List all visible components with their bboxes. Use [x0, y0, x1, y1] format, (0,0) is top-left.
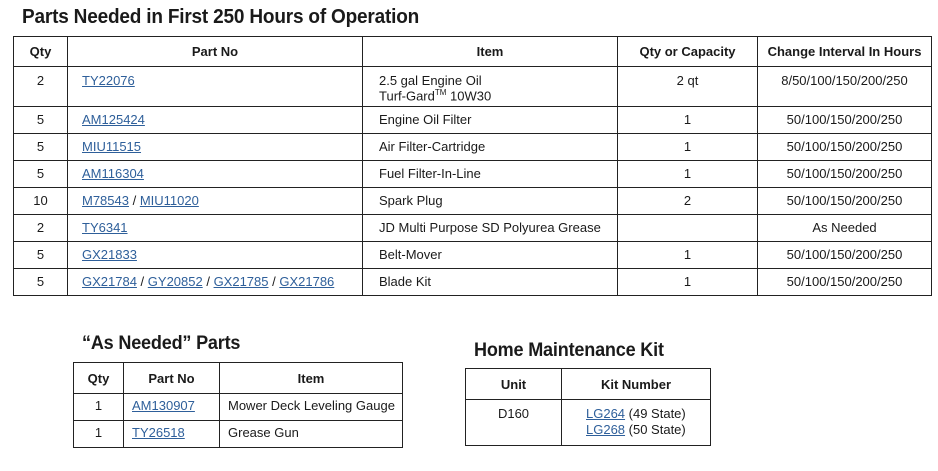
part-separator: / [268, 274, 280, 289]
table-row [14, 242, 932, 269]
row-part-no [68, 188, 363, 215]
page-title: Parts Needed in First 250 Hours of Operation [22, 6, 420, 28]
part-link[interactable]: TY6341 [82, 220, 128, 235]
row-item: Grease Gun [220, 421, 403, 448]
kit-line [586, 406, 704, 422]
row-interval: 50/100/150/200/250 [758, 269, 932, 296]
row-item [363, 67, 618, 107]
kit-line [586, 422, 704, 438]
row-interval: As Needed [758, 215, 932, 242]
part-link[interactable]: AM130907 [132, 398, 195, 413]
row-qty: 1 [74, 421, 124, 448]
row-qty: 2 [14, 67, 68, 107]
header-unit: Unit [466, 369, 562, 400]
row-interval: 50/100/150/200/250 [758, 242, 932, 269]
row-capacity: 2 qt [618, 67, 758, 107]
row-capacity [618, 215, 758, 242]
row-part-no [68, 242, 363, 269]
row-interval: 8/50/100/150/200/250 [758, 67, 932, 107]
row-part-no [124, 394, 220, 421]
row-part-no [68, 67, 363, 107]
table-row [14, 134, 932, 161]
row-capacity: 1 [618, 242, 758, 269]
table-row [14, 161, 932, 188]
row-qty: 5 [14, 134, 68, 161]
table-row [14, 188, 932, 215]
header-qty: Qty [74, 363, 124, 394]
part-link[interactable]: M78543 [82, 193, 129, 208]
row-qty: 5 [14, 242, 68, 269]
row-qty: 1 [74, 394, 124, 421]
parts-table-header [14, 37, 932, 67]
row-unit: D160 [466, 400, 562, 446]
part-link[interactable]: GX21833 [82, 247, 137, 262]
row-part-no [68, 134, 363, 161]
row-item: Fuel Filter-In-Line [363, 161, 618, 188]
row-kit-number [562, 400, 711, 446]
row-item: Blade Kit [363, 269, 618, 296]
table-row [14, 67, 932, 107]
kit-note: (49 State) [625, 406, 686, 421]
row-item: Spark Plug [363, 188, 618, 215]
row-qty: 10 [14, 188, 68, 215]
kit-link[interactable]: LG268 [586, 422, 626, 437]
table-row [14, 107, 932, 134]
kit-note: (50 State) [625, 422, 686, 437]
trademark-mark: TM [434, 88, 447, 97]
header-part-no: Part No [68, 37, 363, 67]
item-line-2: Turf-Gard™ 10W30 [379, 88, 492, 104]
row-part-no [68, 107, 363, 134]
table-row [74, 394, 403, 421]
part-link[interactable]: MIU11515 [82, 139, 142, 154]
row-qty: 5 [14, 107, 68, 134]
row-capacity: 1 [618, 107, 758, 134]
row-item: Engine Oil Filter [363, 107, 618, 134]
as-needed-title: “As Needed” Parts [82, 333, 241, 354]
kit-link[interactable]: LG264 [586, 406, 626, 421]
header-part-no: Part No [124, 363, 220, 394]
part-separator: / [202, 274, 214, 289]
as-needed-header [74, 363, 403, 394]
row-interval: 50/100/150/200/250 [758, 107, 932, 134]
table-row [466, 400, 711, 446]
row-item: Air Filter-Cartridge [363, 134, 618, 161]
header-item: Item [220, 363, 403, 394]
header-item: Item [363, 37, 618, 67]
part-link[interactable]: TY26518 [132, 425, 185, 440]
row-qty: 5 [14, 269, 68, 296]
header-qty: Qty [14, 37, 68, 67]
part-link[interactable]: GX21786 [279, 274, 335, 289]
part-link[interactable]: AM125424 [82, 112, 145, 127]
row-interval: 50/100/150/200/250 [758, 161, 932, 188]
row-capacity: 2 [618, 188, 758, 215]
parts-table [13, 36, 932, 296]
item-line-1: 2.5 gal Engine Oil [379, 73, 482, 88]
row-capacity: 1 [618, 269, 758, 296]
table-row [14, 269, 932, 296]
home-kit-table [465, 368, 711, 446]
part-separator: / [136, 274, 148, 289]
row-part-no [68, 215, 363, 242]
row-item: Mower Deck Leveling Gauge [220, 394, 403, 421]
row-part-no [68, 269, 363, 296]
table-row [14, 215, 932, 242]
row-item: JD Multi Purpose SD Polyurea Grease [363, 215, 618, 242]
header-qty-capacity: Qty or Capacity [618, 37, 758, 67]
header-change-interval: Change Interval In Hours [758, 37, 932, 67]
as-needed-table [73, 362, 403, 448]
part-link[interactable]: GX21784 [82, 274, 137, 289]
row-capacity: 1 [618, 161, 758, 188]
row-part-no [68, 161, 363, 188]
row-part-no [124, 421, 220, 448]
part-link[interactable]: MIU11020 [139, 193, 199, 208]
row-qty: 5 [14, 161, 68, 188]
row-item: Belt-Mover [363, 242, 618, 269]
home-kit-title: Home Maintenance Kit [474, 340, 664, 361]
home-kit-header [466, 369, 711, 400]
part-separator: / [128, 193, 140, 208]
row-capacity: 1 [618, 134, 758, 161]
part-link[interactable]: GY20852 [147, 274, 203, 289]
row-interval: 50/100/150/200/250 [758, 188, 932, 215]
row-interval: 50/100/150/200/250 [758, 134, 932, 161]
part-link[interactable]: GX21785 [213, 274, 269, 289]
table-row [74, 421, 403, 448]
part-link[interactable]: TY22076 [82, 73, 135, 88]
header-kit-number: Kit Number [562, 369, 711, 400]
row-qty: 2 [14, 215, 68, 242]
part-link[interactable]: AM116304 [82, 166, 144, 181]
